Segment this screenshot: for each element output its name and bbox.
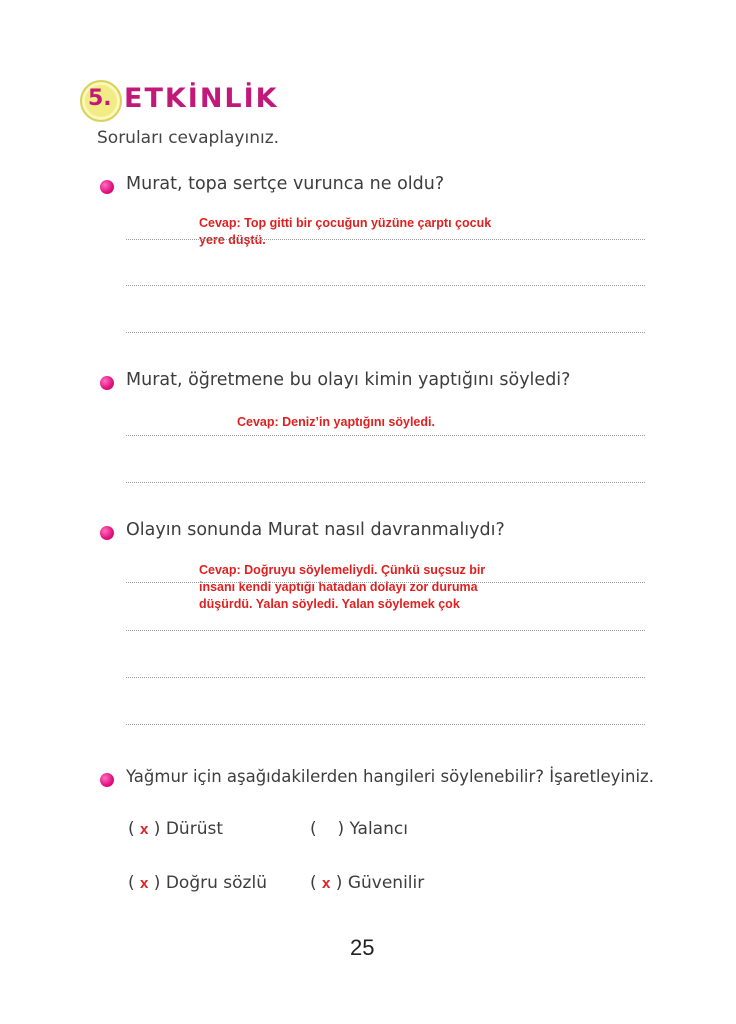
page-number: 25 [350, 935, 375, 960]
option-durust[interactable] [128, 819, 223, 839]
option-yalanci[interactable] [310, 819, 408, 839]
answer-line [126, 285, 645, 286]
paren-open: ( [310, 819, 317, 839]
answer-line [126, 724, 645, 725]
option-dogru-sozlu[interactable] [128, 873, 267, 893]
activity-number: 5. [88, 86, 112, 111]
bullet-icon [100, 773, 114, 787]
option-label: Yalancı [349, 819, 408, 839]
answer-line [126, 630, 645, 631]
answer-line [126, 582, 645, 583]
check-mark: x [140, 821, 149, 838]
answer-1-line-2: yere düştü. [199, 233, 266, 247]
paren-close: ) [153, 819, 161, 839]
answer-3-line-1: Cevap: Doğruyu söylemeliydi. Çünkü suçsuz bir [199, 563, 486, 577]
paren-close: ) [337, 819, 345, 839]
bullet-icon [100, 526, 114, 540]
answer-1-line-1: Cevap: Top gitti bir çocuğun yüzüne çarptı çocuk [199, 216, 492, 230]
answer-3-line-3: düşürdü. Yalan söyledi. Yalan söylemek çok [199, 597, 460, 611]
instruction-text: Soruları cevaplayınız. [97, 128, 280, 148]
answer-line [126, 435, 645, 436]
bullet-icon [100, 376, 114, 390]
paren-close: ) [335, 873, 343, 893]
paren-open: ( [128, 819, 135, 839]
check-mark: x [140, 875, 149, 892]
paren-open: ( [128, 873, 135, 893]
question-4: Yağmur için aşağıdakilerden hangileri söylenebilir? İşaretleyiniz. [126, 767, 654, 786]
question-2: Murat, öğretmene bu olayı kimin yaptığını söyledi? [126, 370, 571, 390]
activity-title: ETKİNLİK [124, 83, 279, 114]
question-1: Murat, topa sertçe vurunca ne oldu? [126, 174, 445, 194]
option-label: Güvenilir [347, 873, 425, 893]
paren-close: ) [153, 873, 161, 893]
option-guvenilir[interactable] [310, 873, 424, 893]
answer-2-line-1: Cevap: Deniz’in yaptığını söyledi. [237, 415, 435, 429]
check-mark: x [322, 875, 331, 892]
bullet-icon [100, 180, 114, 194]
paren-open: ( [310, 873, 317, 893]
option-label: Doğru sözlü [165, 873, 267, 893]
answer-3-line-2: insanı kendi yaptığı hatadan dolayı zor duruma [199, 580, 478, 594]
answer-line [126, 482, 645, 483]
question-3: Olayın sonunda Murat nasıl davranmalıydı? [126, 520, 505, 540]
answer-line [126, 677, 645, 678]
answer-line [126, 239, 645, 240]
option-label: Dürüst [165, 819, 223, 839]
answer-line [126, 332, 645, 333]
